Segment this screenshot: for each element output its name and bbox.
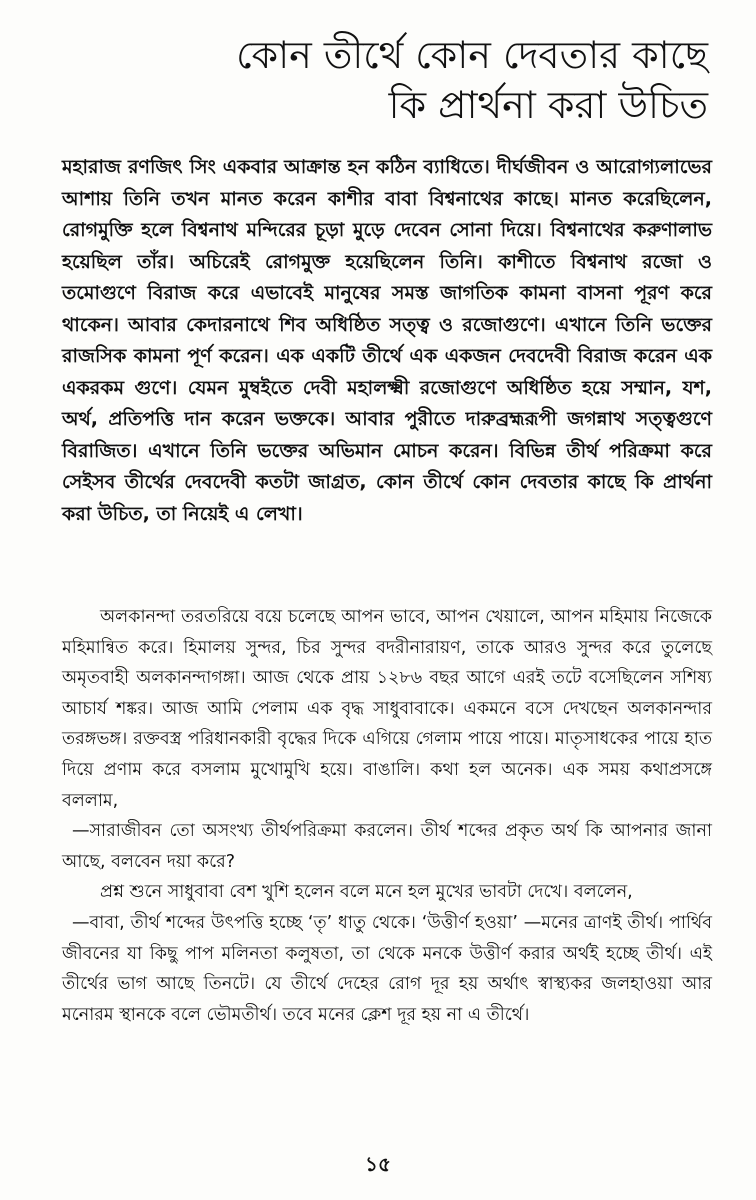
body-paragraph-2: —সারাজীবন তো অসংখ্য তীর্থপরিক্রমা করলেন। তীর্থ শব্দের প্রকৃত অর্থ কি আপনার জানা আছে, বলবেন দয়া করে? [62,821,712,872]
page-number: ১৫ [365,1152,391,1176]
chapter-title [148,30,708,130]
body-paragraph-1: অলকানন্দা তরতরিয়ে বয়ে চলেছে আপন ভাবে, আপন খেয়ালে, আপন মহিমায় নিজেকে মহিমান্বিত করে। হিমালয় সুন্দর, চির সুন্দর বদরীনারায়ণ, তাকে আরও সুন্দর করে তুলেছে অমৃতবাহী অলকানন্দাগঙ্গা। আজ থেকে প্রায় ১২৮৬ বছর আগে এরই তটে বসেছিলেন সশিষ্য আচার্য শঙ্কর। আজ আমি পেলাম এক বৃদ্ধ সাধুবাবাকে। একমনে বসে দেখছেন অলকানন্দার তরঙ্গভঙ্গ। রক্তবস্ত্র পরিধানকারী বৃদ্ধের দিকে এগিয়ে গেলাম পায়ে পায়ে। মাতৃসাধকের পায়ে হাত দিয়ে প্রণাম করে বসলাম মুখোমুখি হয়ে। বাঙালি। কথা হল অনেক। এক সময় কথাপ্রসঙ্গে বললাম, [62,607,712,811]
chapter-title-line-1: কোন তীর্থে কোন দেবতার কাছে [236,33,708,77]
body-paragraph-3: প্রশ্ন শুনে সাধুবাবা বেশ খুশি হলেন বলে মনে হল মুখের ভাবটা দেখে। বললেন, [100,882,633,903]
intro-paragraph: মহারাজ রণজিৎ সিং একবার আক্রান্ত হন কঠিন ব্যাধিতে। দীর্ঘজীবন ও আরোগ্যলাভের আশায় তিনি তখন মানত করেন কাশীর বাবা বিশ্বনাথের কাছে। মানত করেছিলেন, রোগমুক্তি হলে বিশ্বনাথ মন্দিরের চূড়া মুড়ে দেবেন সোনা দিয়ে। বিশ্বনাথের করুণালাভ হয়েছিল তাঁর। অচিরেই রোগমুক্ত হয়েছিলেন তিনি। কাশীতে বিশ্বনাথ রজো ও তমোগুণে বিরাজ করে এভাবেই মানুষের সমস্ত জাগতিক কামনা বাসনা পূরণ করে থাকেন। আবার কেদারনাথে শিব অধিষ্ঠিত সত্ত্ব ও রজোগুণে। এখানে তিনি ভক্তের রাজসিক কামনা পূর্ণ করেন। এক একটি তীর্থে এক একজন দেবদেবী বিরাজ করেন এক একরকম গুণে। যেমন মুম্বইতে দেবী মহালক্ষ্মী রজোগুণে অধিষ্ঠিত হয়ে সম্মান, যশ, অর্থ, প্রতিপত্তি দান করেন ভক্তকে। আবার পুরীতে দারুব্রহ্মরূপী জগন্নাথ সত্ত্বগুণে বিরাজিত। এখানে তিনি ভক্তের অভিমান মোচন করেন। বিভিন্ন তীর্থ পরিক্রমা করে সেইসব তীর্থের দেবদেবী কতটা জাগ্রত, কোন তীর্থে কোন দেবতার কাছে কি প্রার্থনা করা উচিত, তা নিয়েই এ লেখা। [62,156,712,525]
body-text [62,602,712,1030]
body-paragraph-4: —বাবা, তীর্থ শব্দের উৎপত্তি হচ্ছে ‘তৃ’ ধাতু থেকে। ‘উত্তীর্ণ হওয়া’ —মনের ত্রাণই তীর্থ। পার্থিব জীবনের যা কিছু পাপ মলিনতা কলুষতা, তা থেকে মনকে উত্তীর্ণ করার অর্থই হচ্ছে তীর্থ। এই তীর্থের ভাগ আছে তিনটে। যে তীর্থে দেহের রোগ দূর হয় অর্থাৎ স্বাস্থ্যকর জলহাওয়া আর মনোরম স্থানকে বলে ভৌমতীর্থ। তবে মনের ক্লেশ দূর হয় না এ তীর্থে। [62,912,712,1025]
chapter-title-line-2: কি প্রার্থনা করা উচিত [388,83,708,127]
